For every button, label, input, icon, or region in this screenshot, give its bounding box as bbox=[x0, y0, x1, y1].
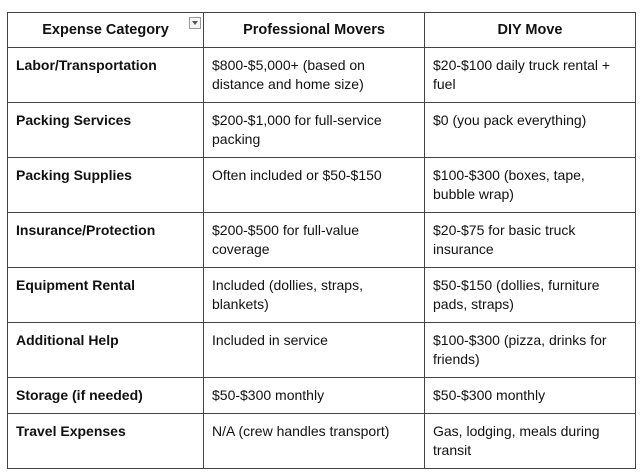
professional-cell: $50-$300 monthly bbox=[204, 378, 425, 414]
diy-cell: $20-$75 for basic truck insurance bbox=[425, 213, 636, 268]
table-row bbox=[8, 323, 636, 378]
professional-cell: $800-$5,000+ (based on distance and home size) bbox=[204, 48, 425, 103]
professional-cell: $200-$1,000 for full-service packing bbox=[204, 103, 425, 158]
diy-cell: $50-$300 monthly bbox=[425, 378, 636, 414]
diy-cell: $100-$300 (pizza, drinks for friends) bbox=[425, 323, 636, 378]
professional-cell: N/A (crew handles transport) bbox=[204, 414, 425, 469]
category-cell: Additional Help bbox=[8, 323, 204, 378]
column-header-label: Expense Category bbox=[42, 21, 169, 38]
professional-cell: Included (dollies, straps, blankets) bbox=[204, 268, 425, 323]
table-row bbox=[8, 48, 636, 103]
table-row bbox=[8, 103, 636, 158]
category-cell: Packing Services bbox=[8, 103, 204, 158]
diy-cell: Gas, lodging, meals during transit bbox=[425, 414, 636, 469]
table-row bbox=[8, 414, 636, 469]
category-cell: Equipment Rental bbox=[8, 268, 204, 323]
category-cell: Insurance/Protection bbox=[8, 213, 204, 268]
professional-cell: $200-$500 for full-value coverage bbox=[204, 213, 425, 268]
professional-cell: Included in service bbox=[204, 323, 425, 378]
column-header-diy-move[interactable]: DIY Move bbox=[425, 13, 636, 48]
diy-cell: $0 (you pack everything) bbox=[425, 103, 636, 158]
diy-cell: $100-$300 (boxes, tape, bubble wrap) bbox=[425, 158, 636, 213]
diy-cell: $50-$150 (dollies, furniture pads, straps) bbox=[425, 268, 636, 323]
diy-cell: $20-$100 daily truck rental + fuel bbox=[425, 48, 636, 103]
column-header-professional-movers[interactable]: Professional Movers bbox=[204, 13, 425, 48]
sort-dropdown-icon[interactable] bbox=[189, 17, 201, 29]
category-cell: Labor/Transportation bbox=[8, 48, 204, 103]
expense-comparison-table bbox=[7, 12, 636, 469]
column-header-expense-category[interactable] bbox=[8, 13, 204, 48]
table-row bbox=[8, 268, 636, 323]
table-row bbox=[8, 213, 636, 268]
category-cell: Storage (if needed) bbox=[8, 378, 204, 414]
category-cell: Travel Expenses bbox=[8, 414, 204, 469]
table-row bbox=[8, 158, 636, 213]
category-cell: Packing Supplies bbox=[8, 158, 204, 213]
professional-cell: Often included or $50-$150 bbox=[204, 158, 425, 213]
table-row bbox=[8, 378, 636, 414]
header-row bbox=[8, 13, 636, 48]
